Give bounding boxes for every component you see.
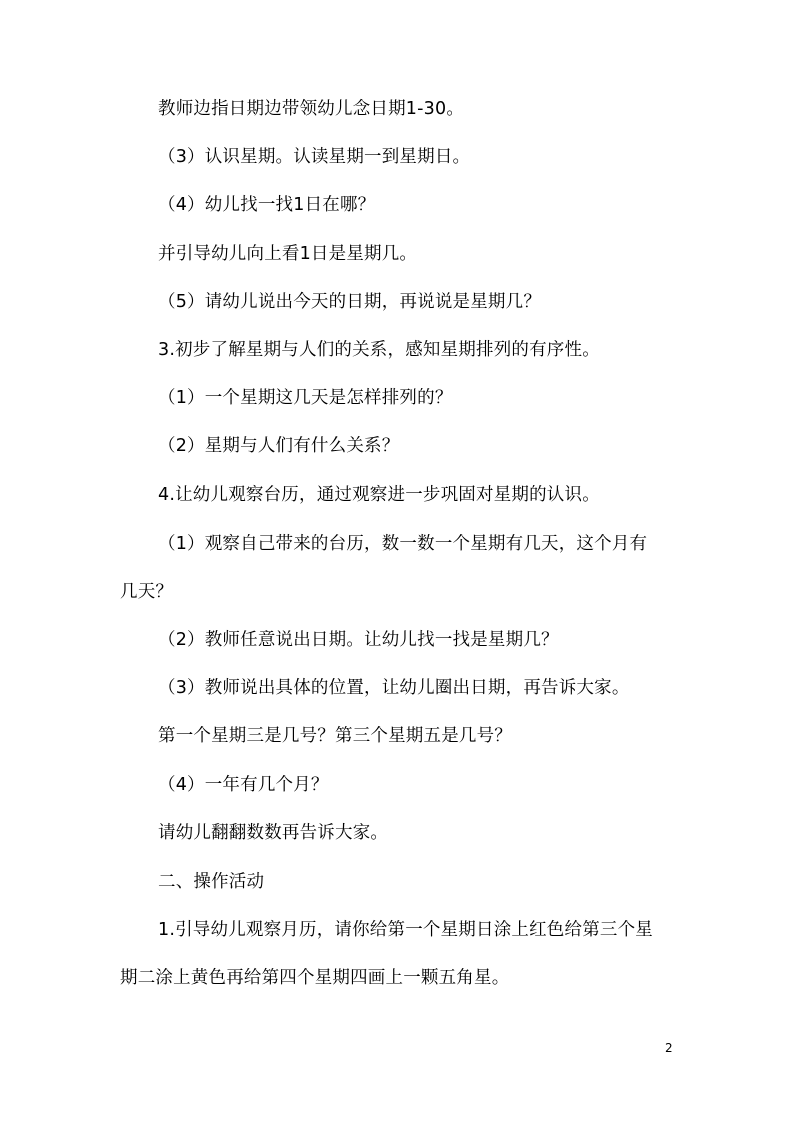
text-line: （1）一个星期这几天是怎样排列的？	[158, 388, 453, 408]
text-line: 3.初步了解星期与人们的关系，感知星期排列的有序性。	[158, 340, 600, 360]
text-line: （2）星期与人们有什么关系？	[158, 436, 400, 456]
text-line: （4）一年有几个月？	[158, 775, 329, 795]
text-line: （4）幼儿找一找1日在哪？	[158, 195, 376, 215]
text-line: 教师边指日期边带领幼儿念日期1-30。	[158, 99, 465, 119]
text-line: （3）认识星期。认读星期一到星期日。	[158, 147, 471, 167]
section-heading: 二、操作活动	[158, 872, 265, 892]
text-line: 4.让幼儿观察台历，通过观察进一步巩固对星期的认识。	[158, 485, 600, 505]
text-line: （1）观察自己带来的台历，数一数一个星期有几天，这个月有	[158, 534, 648, 554]
text-line: （2）教师任意说出日期。让幼儿找一找是星期几？	[158, 630, 559, 650]
page-number: 2	[665, 1041, 673, 1055]
text-line: 请幼儿翻翻数数再告诉大家。	[158, 823, 389, 843]
text-line: （3）教师说出具体的位置，让幼儿圈出日期，再告诉大家。	[158, 678, 630, 698]
text-line: 并引导幼儿向上看1日是星期几。	[158, 244, 418, 264]
text-line: （5）请幼儿说出今天的日期，再说说是星期几？	[158, 292, 542, 312]
text-line: 第一个星期三是几号？第三个星期五是几号？	[158, 726, 512, 746]
text-line: 1.引导幼儿观察月历，请你给第一个星期日涂上红色给第三个星	[158, 920, 653, 940]
text-line: 几天？	[120, 582, 174, 602]
text-line: 期二涂上黄色再给第四个星期四画上一颗五角星。	[120, 968, 510, 988]
